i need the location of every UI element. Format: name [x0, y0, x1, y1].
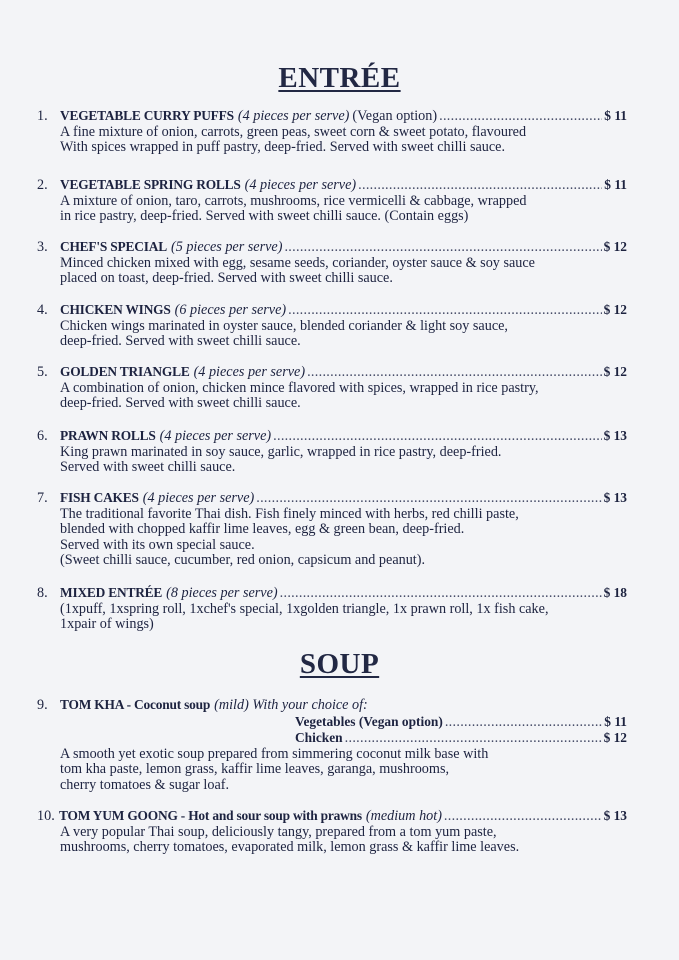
leader-dots [280, 586, 602, 602]
description-line: placed on toast, deep-fried. Served with sweet chilli sauce. [60, 270, 393, 286]
item-name: FISH CAKES [60, 490, 139, 505]
item-description [60, 256, 627, 287]
item-number: 7. [37, 490, 48, 506]
leader-dots [345, 731, 602, 747]
item-note: (4 pieces per serve) [193, 364, 306, 380]
menu-item-entree [37, 428, 627, 476]
item-name: VEGETABLE CURRY PUFFS [60, 108, 234, 123]
item-price: $ 12 [603, 364, 627, 379]
item-number: 5. [37, 364, 48, 380]
item-note: (mild) With your choice of: [214, 697, 368, 713]
description-line: 1xpair of wings) [60, 616, 154, 632]
item-note: (4 pieces per serve) [237, 108, 350, 124]
option-name: Vegetables (Vegan option) [295, 713, 443, 729]
item-note: (5 pieces per serve) [170, 239, 283, 255]
item-description [60, 319, 627, 350]
soup-title: SOUP [299, 648, 380, 680]
leader-dots [444, 809, 602, 825]
leader-dots [284, 240, 601, 256]
description-line: deep-fried. Served with sweet chilli sauce. [60, 395, 301, 411]
description-line: The traditional favorite Thai dish. Fish finely minced with herbs, red chilli paste, [60, 505, 519, 522]
description-line: A combination of onion, chicken mince flavored with spices, wrapped in rice pastry, [60, 379, 539, 396]
item-number: 9. [37, 697, 48, 713]
item-price: $ 13 [603, 808, 627, 823]
item-name: VEGETABLE SPRING ROLLS [60, 177, 241, 192]
leader-dots [445, 715, 602, 731]
description-line: A mixture of onion, taro, carrots, mushrooms, rice vermicelli & cabbage, wrapped [60, 192, 527, 209]
item-description [60, 194, 627, 225]
item-price: $ 18 [603, 585, 627, 600]
item-name: CHEF'S SPECIAL [60, 239, 167, 254]
leader-dots [273, 429, 601, 445]
item-description [60, 445, 627, 476]
item-description [60, 507, 627, 569]
item-price: $ 13 [603, 428, 627, 443]
item-note: (8 pieces per serve) [166, 585, 278, 601]
description-line: A fine mixture of onion, carrots, green peas, sweet corn & sweet potato, flavoured [60, 123, 527, 140]
item-name: TOM YUM GOONG - Hot and sour soup with prawns [59, 808, 362, 823]
item-number: 8. [37, 585, 48, 601]
entree-title: ENTRÉE [278, 62, 401, 94]
description-line: Chicken wings marinated in oyster sauce, blended coriander & light soy sauce, [60, 317, 508, 334]
item-number: 3. [37, 239, 48, 255]
option-name: Chicken [295, 730, 343, 745]
description-line: A very popular Thai soup, deliciously tangy, prepared from a tom yum paste, [60, 823, 497, 840]
description-line: (1xpuff, 1xspring roll, 1xchef's special, 1xgolden triangle, 1x prawn roll, 1x fish cake, [60, 600, 549, 617]
leader-dots [439, 109, 602, 125]
leader-dots [288, 303, 601, 319]
description-line: in rice pastry, deep-fried. Served with sweet chilli sauce. (Contain eggs) [60, 208, 469, 224]
menu-item-tom-kha [37, 697, 627, 793]
description-line: cherry tomatoes & sugar loaf. [60, 776, 230, 793]
menu-item-entree [37, 490, 627, 569]
menu-item-tom-yum [37, 808, 627, 856]
item-note: (4 pieces per serve) [142, 490, 255, 506]
menu-item-entree [37, 364, 627, 412]
description-line: mushrooms, cherry tomatoes, evaporated milk, lemon grass & kaffir lime leaves. [60, 839, 520, 855]
description-line: tom kha paste, lemon grass, kaffir lime leaves, garanga, mushrooms, [60, 761, 450, 777]
item-description [60, 381, 627, 412]
option-price: $ 12 [603, 730, 627, 745]
item-description [60, 747, 627, 794]
item-extra: (Vegan option) [352, 108, 438, 124]
item-description [60, 602, 627, 633]
description-line: blended with chopped kaffir lime leaves, egg & green bean, deep-fried. [60, 521, 465, 537]
item-number: 1. [37, 108, 48, 124]
soup-option-chicken [295, 730, 627, 747]
menu-item-entree [37, 585, 627, 633]
item-description [60, 125, 627, 156]
item-note: (4 pieces per serve) [244, 177, 357, 193]
item-price: $ 11 [604, 108, 627, 123]
item-note: (6 pieces per serve) [174, 302, 287, 318]
menu-item-entree [37, 302, 627, 350]
description-line: Served with its own special sauce. [60, 536, 255, 553]
description-line: King prawn marinated in soy sauce, garlic, wrapped in rice pastry, deep-fried. [60, 443, 502, 460]
item-name: GOLDEN TRIANGLE [60, 364, 190, 379]
item-price: $ 12 [603, 302, 627, 317]
item-note: (medium hot) [365, 808, 442, 824]
menu-item-entree [37, 177, 627, 225]
item-description [60, 825, 627, 856]
item-number: 10. [37, 808, 55, 824]
description-line: (Sweet chilli sauce, cucumber, red onion, capsicum and peanut). [60, 552, 426, 568]
item-name: TOM KHA - Coconut soup [60, 697, 211, 712]
description-line: deep-fried. Served with sweet chilli sauce. [60, 333, 301, 349]
description-line: Minced chicken mixed with egg, sesame seeds, coriander, oyster sauce & soy sauce [60, 254, 535, 271]
soup-option-vegetables [295, 714, 627, 731]
menu-item-entree [37, 108, 627, 156]
description-line: With spices wrapped in puff pastry, deep-fried. Served with sweet chilli sauce. [60, 139, 506, 155]
item-note: (4 pieces per serve) [159, 428, 272, 444]
item-name: MIXED ENTRÉE [60, 585, 163, 600]
description-line: A smooth yet exotic soup prepared from simmering coconut milk base with [60, 745, 489, 762]
option-price: $ 11 [604, 713, 627, 729]
leader-dots [358, 178, 602, 194]
item-number: 4. [37, 302, 48, 318]
leader-dots [307, 365, 602, 381]
leader-dots [256, 491, 601, 507]
item-price: $ 11 [604, 177, 627, 192]
item-price: $ 12 [603, 239, 627, 254]
item-price: $ 13 [603, 490, 627, 505]
item-number: 2. [37, 177, 48, 193]
description-line: Served with sweet chilli sauce. [60, 459, 236, 475]
item-name: CHICKEN WINGS [60, 302, 171, 317]
menu-item-entree [37, 239, 627, 287]
item-number: 6. [37, 428, 48, 444]
item-name: PRAWN ROLLS [60, 428, 156, 443]
